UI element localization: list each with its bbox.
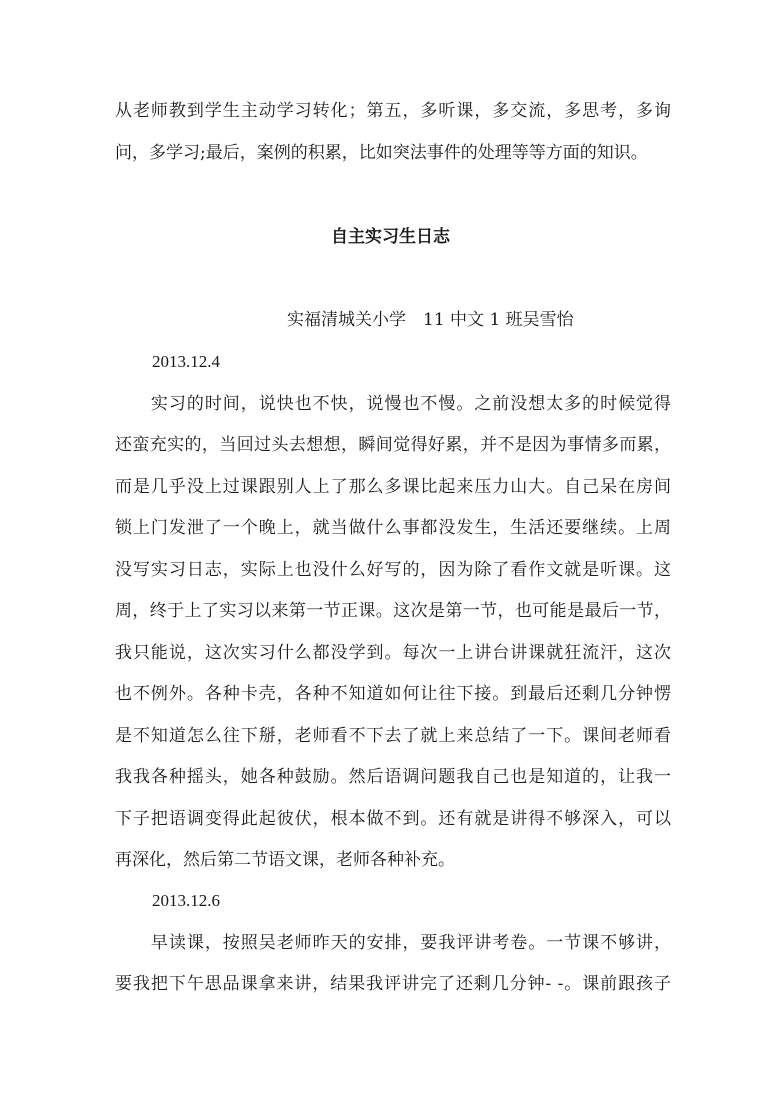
- document-title: 自主实习生日志: [331, 227, 450, 247]
- entry-1-line-4: 锁上门发泄了一个晚上，就当做什么事都没发生，生活还要继续。上周: [115, 518, 671, 538]
- entry-2-line-2: 要我把下午思品课拿来讲，结果我评讲完了还剩几分钟- -。课前跟孩子: [115, 974, 671, 994]
- entry-1-line-5: 没写实习日志，实际上也没什么好写的，因为除了看作文就是听课。这: [115, 560, 671, 580]
- entry-2-line-1: 早读课，按照吴老师昨天的安排，要我评讲考卷。一节课不够讲，: [115, 933, 671, 953]
- intro-line-1: 从老师教到学生主动学习转化；第五，多听课，多交流，多思考，多询: [115, 101, 671, 121]
- entry-date-1: 2013.12.4: [152, 352, 220, 371]
- entry-1-line-9: 是不知道怎么往下掰，老师看不下去了就上来总结了一下。课间老师看: [115, 726, 671, 746]
- entry-1-line-12: 再深化，然后第二节语文课，老师各种补充。: [115, 850, 455, 870]
- entry-1-line-1: 实习的时间，说快也不快，说慢也不慢。之前没想太多的时候觉得: [115, 394, 671, 414]
- intro-line-2: 问，多学习;最后，案例的积累，比如突法事件的处理等等方面的知识。: [115, 143, 648, 163]
- author-byline: 实福清城关小学 11 中文 1 班吴雪怡: [287, 310, 574, 330]
- entry-date-2: 2013.12.6: [152, 891, 220, 910]
- entry-1-line-6: 周，终于上了实习以来第一节正课。这次是第一节，也可能是最后一节，: [115, 601, 671, 621]
- entry-1-line-3: 而是几乎没上过课跟别人上了那么多课比起来压力山大。自己呆在房间: [115, 477, 671, 497]
- entry-1-line-2: 还蛮充实的，当回过头去想想，瞬间觉得好累，并不是因为事情多而累，: [115, 435, 671, 455]
- entry-1-line-11: 下子把语调变得此起彼伏，根本做不到。还有就是讲得不够深入，可以: [115, 809, 671, 829]
- entry-1-line-8: 也不例外。各种卡壳，各种不知道如何让往下接。到最后还剩几分钟愣: [115, 684, 671, 704]
- entry-1-line-10: 我我各种摇头，她各种鼓励。然后语调问题我自己也是知道的，让我一: [115, 767, 671, 787]
- entry-1-line-7: 我只能说，这次实习什么都没学到。每次一上讲台讲课就狂流汗，这次: [115, 643, 671, 663]
